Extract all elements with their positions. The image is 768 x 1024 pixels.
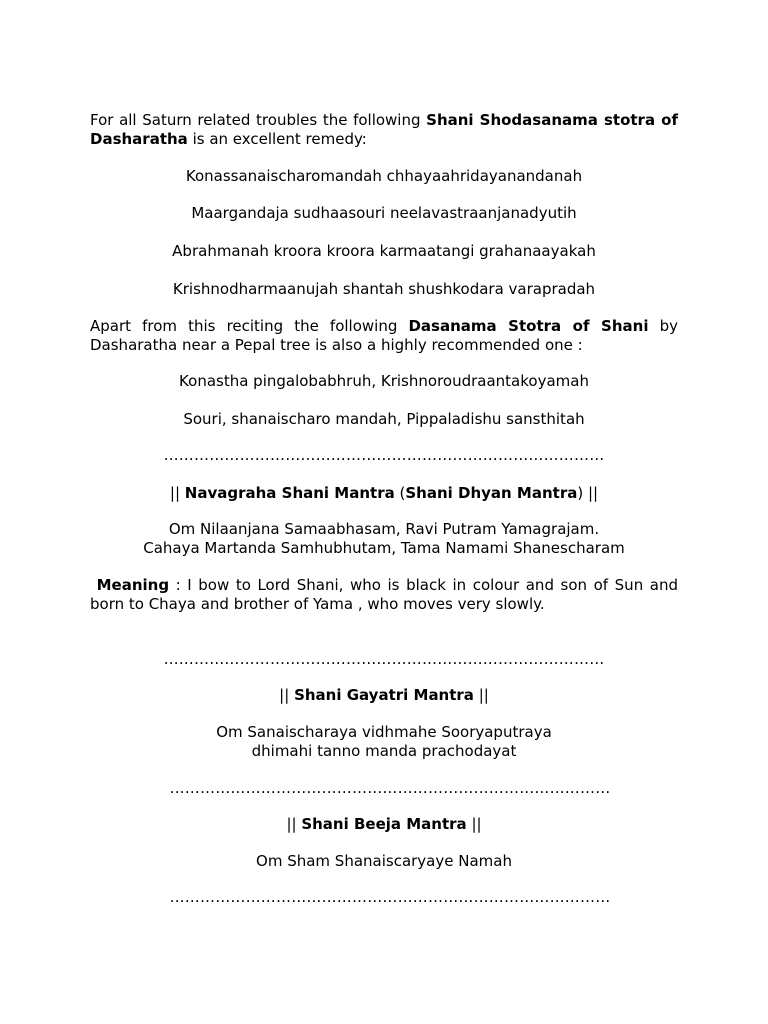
beeja-open: ||: [286, 815, 302, 833]
meaning-label: Meaning: [96, 576, 170, 594]
gayatri-line-2: dhimahi tanno manda prachodayat: [251, 742, 517, 760]
separator-4: ……………………………………………………………………………: [169, 888, 611, 906]
navagraha-paren-close: ) ||: [577, 484, 599, 502]
intro-bold-title: Shani Shodasanama stotra of Dasharatha: [90, 111, 678, 148]
dasanama-intro-paragraph: [90, 317, 678, 355]
dasanama-intro-suffix: by Dasharatha near a Pepal tree is also a highly recommended one :: [90, 317, 678, 354]
navagraha-line-2: Cahaya Martanda Samhubhutam, Tama Namami Shanescharam: [143, 539, 625, 557]
separator-3: ……………………………………………………………………………: [169, 779, 611, 797]
navagraha-open: ||: [169, 484, 185, 502]
navagraha-line-1: Om Nilaanjana Samaabhasam, Ravi Putram Yamagrajam.: [168, 520, 600, 538]
dasanama-verse-2: Souri, shanaischaro mandah, Pippaladishu sansthitah: [183, 410, 585, 428]
beeja-close: ||: [466, 815, 482, 833]
meaning-paragraph: [90, 576, 678, 614]
intro-paragraph: [90, 111, 678, 149]
gayatri-title: Shani Gayatri Mantra: [294, 686, 474, 704]
navagraha-title: Navagraha Shani Mantra: [184, 484, 395, 502]
shodasanama-verse-3: Abrahmanah kroora kroora karmaatangi grahanaayakah: [172, 242, 596, 260]
separator-2: ……………………………………………………………………………: [163, 650, 605, 668]
gayatri-line-1: Om Sanaischaraya vidhmahe Sooryaputraya: [216, 723, 552, 741]
dasanama-verse-1: Konastha pingalobabhruh, Krishnoroudraantakoyamah: [179, 372, 589, 390]
beeja-title: Shani Beeja Mantra: [301, 815, 467, 833]
gayatri-heading: [90, 686, 678, 705]
gayatri-open: ||: [279, 686, 295, 704]
beeja-line: Om Sham Shanaiscaryaye Namah: [256, 852, 512, 870]
shodasanama-verse-2: Maargandaja sudhaasouri neelavastraanjanadyutih: [191, 204, 577, 222]
beeja-heading: [90, 815, 678, 834]
intro-prefix: For all Saturn related troubles the following: [90, 111, 427, 129]
dasanama-intro-bold-title: Dasanama Stotra of Shani: [408, 317, 649, 335]
navagraha-paren-open: (: [394, 484, 406, 502]
navagraha-heading: [90, 484, 678, 503]
dasanama-intro-prefix: Apart from this reciting the following: [90, 317, 409, 335]
shodasanama-verse-1: Konassanaischaromandah chhayaahridayanandanah: [185, 167, 583, 185]
shodasanama-verse-4: Krishnodharmaanujah shantah shushkodara varapradah: [172, 280, 596, 298]
meaning-text: : I bow to Lord Shani, who is black in colour and son of Sun and born to Chaya and brother of Yama , who moves very slowly.: [90, 576, 678, 613]
navagraha-paren-title: Shani Dhyan Mantra: [405, 484, 578, 502]
gayatri-close: ||: [473, 686, 489, 704]
separator-1: ……………………………………………………………………………: [163, 446, 605, 464]
intro-suffix: is an excellent remedy:: [187, 130, 367, 148]
